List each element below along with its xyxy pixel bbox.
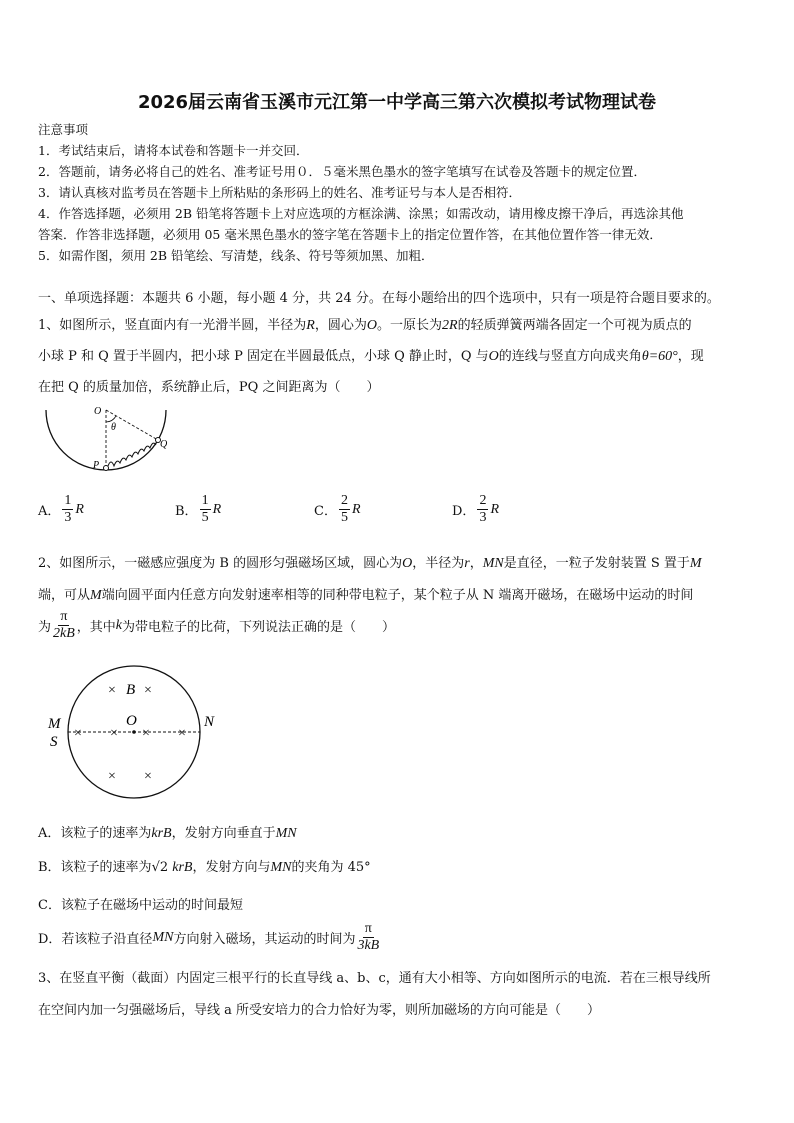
q3-line-2: 在空间内加一匀强磁场后，导线 a 所受安培力的合力恰好为零，则所加磁场的方向可能是（ ） — [38, 1003, 601, 1018]
q2-text: 为带电粒子的比荷，下列说法正确的是（ ） — [122, 620, 396, 635]
label-o: O — [126, 713, 137, 729]
option-text: D．若该粒子沿直径 — [38, 932, 153, 947]
field-cross: × — [142, 726, 150, 741]
option-label: D． — [452, 504, 476, 519]
label-s: S — [50, 734, 58, 750]
q3-line-1: 3、在竖直平衡（截面）内固定三根平行的长直导线 a、b、c，通有大小相等、方向如图所示的电流．若在三根导线所 — [38, 971, 711, 986]
ball-p — [104, 466, 109, 471]
notice-item-4-cont: 答案．作答非选择题，必须用 05 毫米黑色墨水的签字笔在答题卡上的指定位置作答，在其他位置作答一律无效． — [38, 227, 662, 242]
option-text: B．该粒子的速率为 — [38, 860, 152, 875]
field-cross: × — [110, 726, 118, 741]
q2-var-k: k — [115, 617, 123, 633]
option-var: MN — [275, 826, 297, 841]
option-text: 方向射入磁场，其运动的时间为 — [173, 932, 356, 947]
q2-option-d[interactable] — [38, 922, 381, 953]
notice-item-2: 2．答题前，请务必将自己的姓名、准考证号用０．５毫米黑色墨水的签字笔填写在试卷及答题卡的规定位置． — [38, 164, 646, 179]
field-cross: × — [144, 683, 152, 698]
label-b: B — [126, 682, 136, 698]
q1-option-c[interactable] — [314, 494, 361, 525]
q1-var-2r: 2R — [442, 318, 458, 333]
q2-line-1 — [38, 552, 702, 572]
q2-text: ， — [469, 556, 483, 571]
q2-var-m: M — [689, 556, 702, 571]
q2-var-o: O — [402, 556, 413, 571]
option-var: R — [490, 501, 499, 517]
q1-text: ，现 — [677, 349, 704, 364]
q2-text: 是直径，一粒子发射装置 S 置于 — [503, 556, 690, 571]
q2-line-3 — [38, 610, 395, 641]
option-var: MN — [152, 929, 174, 945]
q2-line-2 — [38, 584, 693, 604]
field-cross: × — [144, 769, 152, 784]
field-cross: × — [74, 726, 82, 741]
center-dot — [132, 730, 136, 734]
q2-var-r: r — [464, 556, 470, 571]
q1-line-1 — [38, 314, 692, 334]
q2-text: ，其中 — [76, 620, 116, 635]
option-fraction: $\frac{2}{5}$ — [340, 493, 348, 525]
q1-var-o: O — [366, 318, 377, 333]
option-var: krB — [151, 826, 172, 841]
q1-line-3: 在把 Q 的质量加倍，系统静止后，PQ 之间距离为（ ） — [38, 380, 380, 395]
q1-line-2 — [38, 345, 704, 365]
q2-option-b[interactable] — [38, 856, 371, 876]
option-var: MN — [270, 860, 292, 875]
label-m: M — [48, 716, 61, 732]
option-var: R — [212, 501, 222, 517]
label-p: P — [93, 460, 100, 471]
option-var: krB — [172, 860, 193, 875]
option-label: B． — [175, 504, 198, 519]
q1-theta-value: θ=60° — [641, 349, 678, 364]
field-cross: × — [108, 769, 116, 784]
q1-text: 的轻质弹簧两端各固定一个可视为质点的 — [457, 318, 692, 333]
q1-text: 小球 P 和 Q 置于半圆内，把小球 P 固定在半圆最低点，小球 Q 静止时，Q 与 — [38, 349, 489, 364]
q1-figure — [40, 400, 180, 480]
label-o: O — [94, 406, 102, 417]
q1-text: 1、如图所示，竖直面内有一光滑半圆，半径为 — [38, 318, 307, 333]
option-var: R — [75, 501, 84, 517]
q1-text: ，圆心为 — [314, 318, 367, 333]
notice-item-4: 4．作答选择题，必须用 2B 铅笔将答题卡上对应选项的方框涂满、涂黑；如需改动，请用橡皮擦干净后，再选涂其他 — [38, 206, 684, 221]
q2-text: 为 — [38, 620, 52, 635]
q2-var-m: M — [90, 588, 102, 603]
option-text: ，发射方向与 — [192, 860, 271, 875]
page-title: 2026届云南省玉溪市元江第一中学高三第六次模拟考试物理试卷 — [137, 92, 657, 113]
field-cross: × — [178, 726, 186, 741]
q2-figure — [40, 662, 230, 802]
q2-text: 2、如图所示，一磁感应强度为 B 的圆形匀强磁场区域，圆心为 — [38, 556, 403, 571]
q1-text: 。一原长为 — [376, 318, 442, 333]
option-fraction: $\frac{\pi}{3kB}$ — [357, 921, 380, 953]
q2-text: 端，可从 — [38, 588, 91, 603]
option-text: A．该粒子的速率为 — [38, 826, 152, 841]
q1-var-o: O — [488, 349, 499, 364]
option-text: ，发射方向垂直于 — [171, 826, 276, 841]
spring — [108, 443, 156, 466]
q1-option-b[interactable] — [175, 494, 221, 525]
option-var: R — [351, 501, 361, 517]
option-label: C． — [314, 504, 337, 519]
field-cross: × — [108, 683, 116, 698]
q1-var-r: R — [306, 318, 315, 333]
label-n: N — [204, 714, 215, 730]
option-fraction: $\frac{1}{3}$ — [64, 493, 72, 525]
q1-text: 的连线与竖直方向成夹角 — [498, 349, 642, 364]
option-fraction: $\frac{2}{3}$ — [479, 493, 487, 525]
option-label: A． — [38, 504, 61, 519]
q2-option-a[interactable] — [38, 822, 297, 842]
sqrt-two: √2 — [151, 860, 169, 875]
q1-option-a[interactable] — [38, 494, 84, 525]
q2-text: 端向圆平面内任意方向发射速率相等的同种带电粒子，某个粒子从 N 端离开磁场，在磁场中运动的时间 — [101, 588, 694, 603]
notice-heading: 注意事项 — [38, 122, 89, 137]
field-crosses — [74, 683, 186, 784]
label-theta: θ — [111, 422, 116, 433]
option-text: 的夹角为 45° — [291, 860, 371, 875]
notice-item-3: 3．请认真核对监考员在答题卡上所粘贴的条形码上的姓名、准考证号与本人是否相符． — [38, 185, 521, 200]
option-fraction: $\frac{1}{5}$ — [201, 493, 209, 525]
label-q: Q — [160, 439, 168, 450]
q2-text: ，半径为 — [412, 556, 465, 571]
q1-option-d[interactable] — [452, 494, 499, 525]
notice-item-1: 1．考试结束后，请将本试卷和答题卡一并交回． — [38, 143, 309, 158]
section-heading: 一、单项选择题：本题共 6 小题，每小题 4 分，共 24 分。在每小题给出的四个选项中，只有一项是符合题目要求的。 — [38, 291, 720, 306]
q2-option-c[interactable]: C．该粒子在磁场中运动的时间最短 — [38, 898, 243, 913]
q2-time-fraction: $\frac{\pi}{2kB}$ — [53, 609, 75, 641]
q2-var-mn: MN — [482, 556, 504, 571]
notice-item-5: 5．如需作图，须用 2B 铅笔绘、写清楚，线条、符号等须加黑、加粗． — [38, 248, 434, 263]
